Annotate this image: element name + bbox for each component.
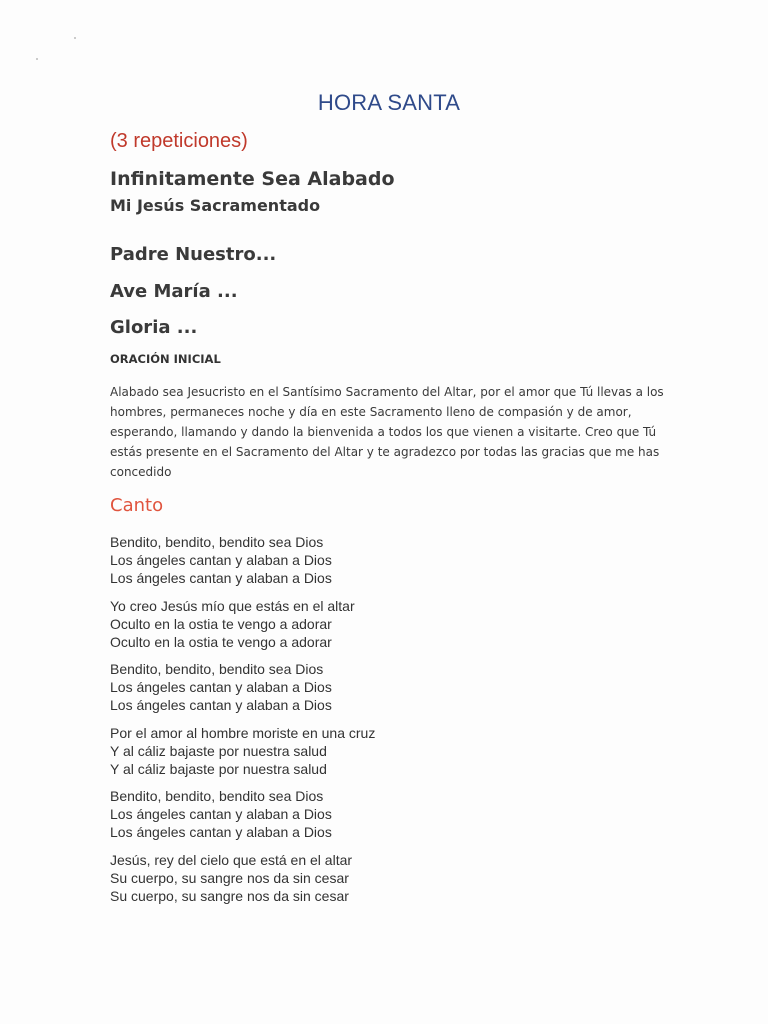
oracion-text: Alabado sea Jesucristo en el Santísimo Sacramento del Altar, por el amor que Tú llevas a los hombres, permaneces noche y día en este Sacramento lleno de compasión y de amor, esperando, llamando y dando la bienvenida a todos los que vienen a visitarte. Creo que Tú estás presente en el Sacramento del Altar y te agradezco por todas las gracias que me has concedido bbox=[110, 385, 664, 479]
verse-line: Y al cáliz bajaste por nuestra salud bbox=[110, 742, 327, 759]
verse-line: Jesús, rey del cielo que está en el altar bbox=[110, 851, 353, 868]
verse-line: Los ángeles cantan y alaban a Dios bbox=[110, 570, 332, 586]
heading-mi-jesus: Mi Jesús Sacramentado bbox=[110, 196, 321, 215]
verse-line: Los ángeles cantan y alaban a Dios bbox=[110, 552, 332, 568]
canto-verses bbox=[110, 533, 375, 914]
verse bbox=[110, 724, 375, 778]
verse-line: Por el amor al hombre moriste en una cruz bbox=[110, 724, 376, 741]
oracion-label: ORACIÓN INICIAL bbox=[110, 352, 221, 366]
verse-line: Y al cáliz bajaste por nuestra salud bbox=[110, 760, 327, 777]
repetitions-note: (3 repeticiones) bbox=[110, 130, 248, 152]
verse-line: Bendito, bendito, bendito sea Dios bbox=[110, 661, 324, 677]
verse bbox=[110, 660, 375, 714]
verse-line: Bendito, bendito, bendito sea Dios bbox=[110, 788, 324, 804]
verse-line: Oculto en la ostia te vengo a adorar bbox=[110, 615, 332, 632]
verse-line: Los ángeles cantan y alaban a Dios bbox=[110, 679, 332, 695]
scan-speck bbox=[74, 37, 76, 39]
page-title: HORA SANTA bbox=[317, 90, 461, 115]
canto-label: Canto bbox=[110, 495, 164, 516]
heading-padre-nuestro: Padre Nuestro... bbox=[110, 244, 277, 265]
heading-infinitamente: Infinitamente Sea Alabado bbox=[110, 168, 395, 190]
heading-ave-maria: Ave María ... bbox=[110, 281, 238, 302]
verse-line: Su cuerpo, su sangre nos da sin cesar bbox=[110, 869, 349, 886]
verse-line: Yo creo Jesús mío que estás en el altar bbox=[110, 597, 355, 614]
verse bbox=[110, 597, 375, 651]
verse-line: Los ángeles cantan y alaban a Dios bbox=[110, 697, 332, 713]
verse-line: Su cuerpo, su sangre nos da sin cesar bbox=[110, 887, 349, 904]
verse bbox=[110, 851, 375, 905]
verse-line: Los ángeles cantan y alaban a Dios bbox=[110, 806, 332, 822]
verse-line: Los ángeles cantan y alaban a Dios bbox=[110, 824, 332, 840]
verse-line: Oculto en la ostia te vengo a adorar bbox=[110, 633, 332, 650]
scan-speck bbox=[36, 58, 38, 60]
verse bbox=[110, 787, 375, 841]
verse bbox=[110, 533, 375, 587]
verse-line: Bendito, bendito, bendito sea Dios bbox=[110, 534, 324, 550]
heading-gloria: Gloria ... bbox=[110, 317, 198, 338]
